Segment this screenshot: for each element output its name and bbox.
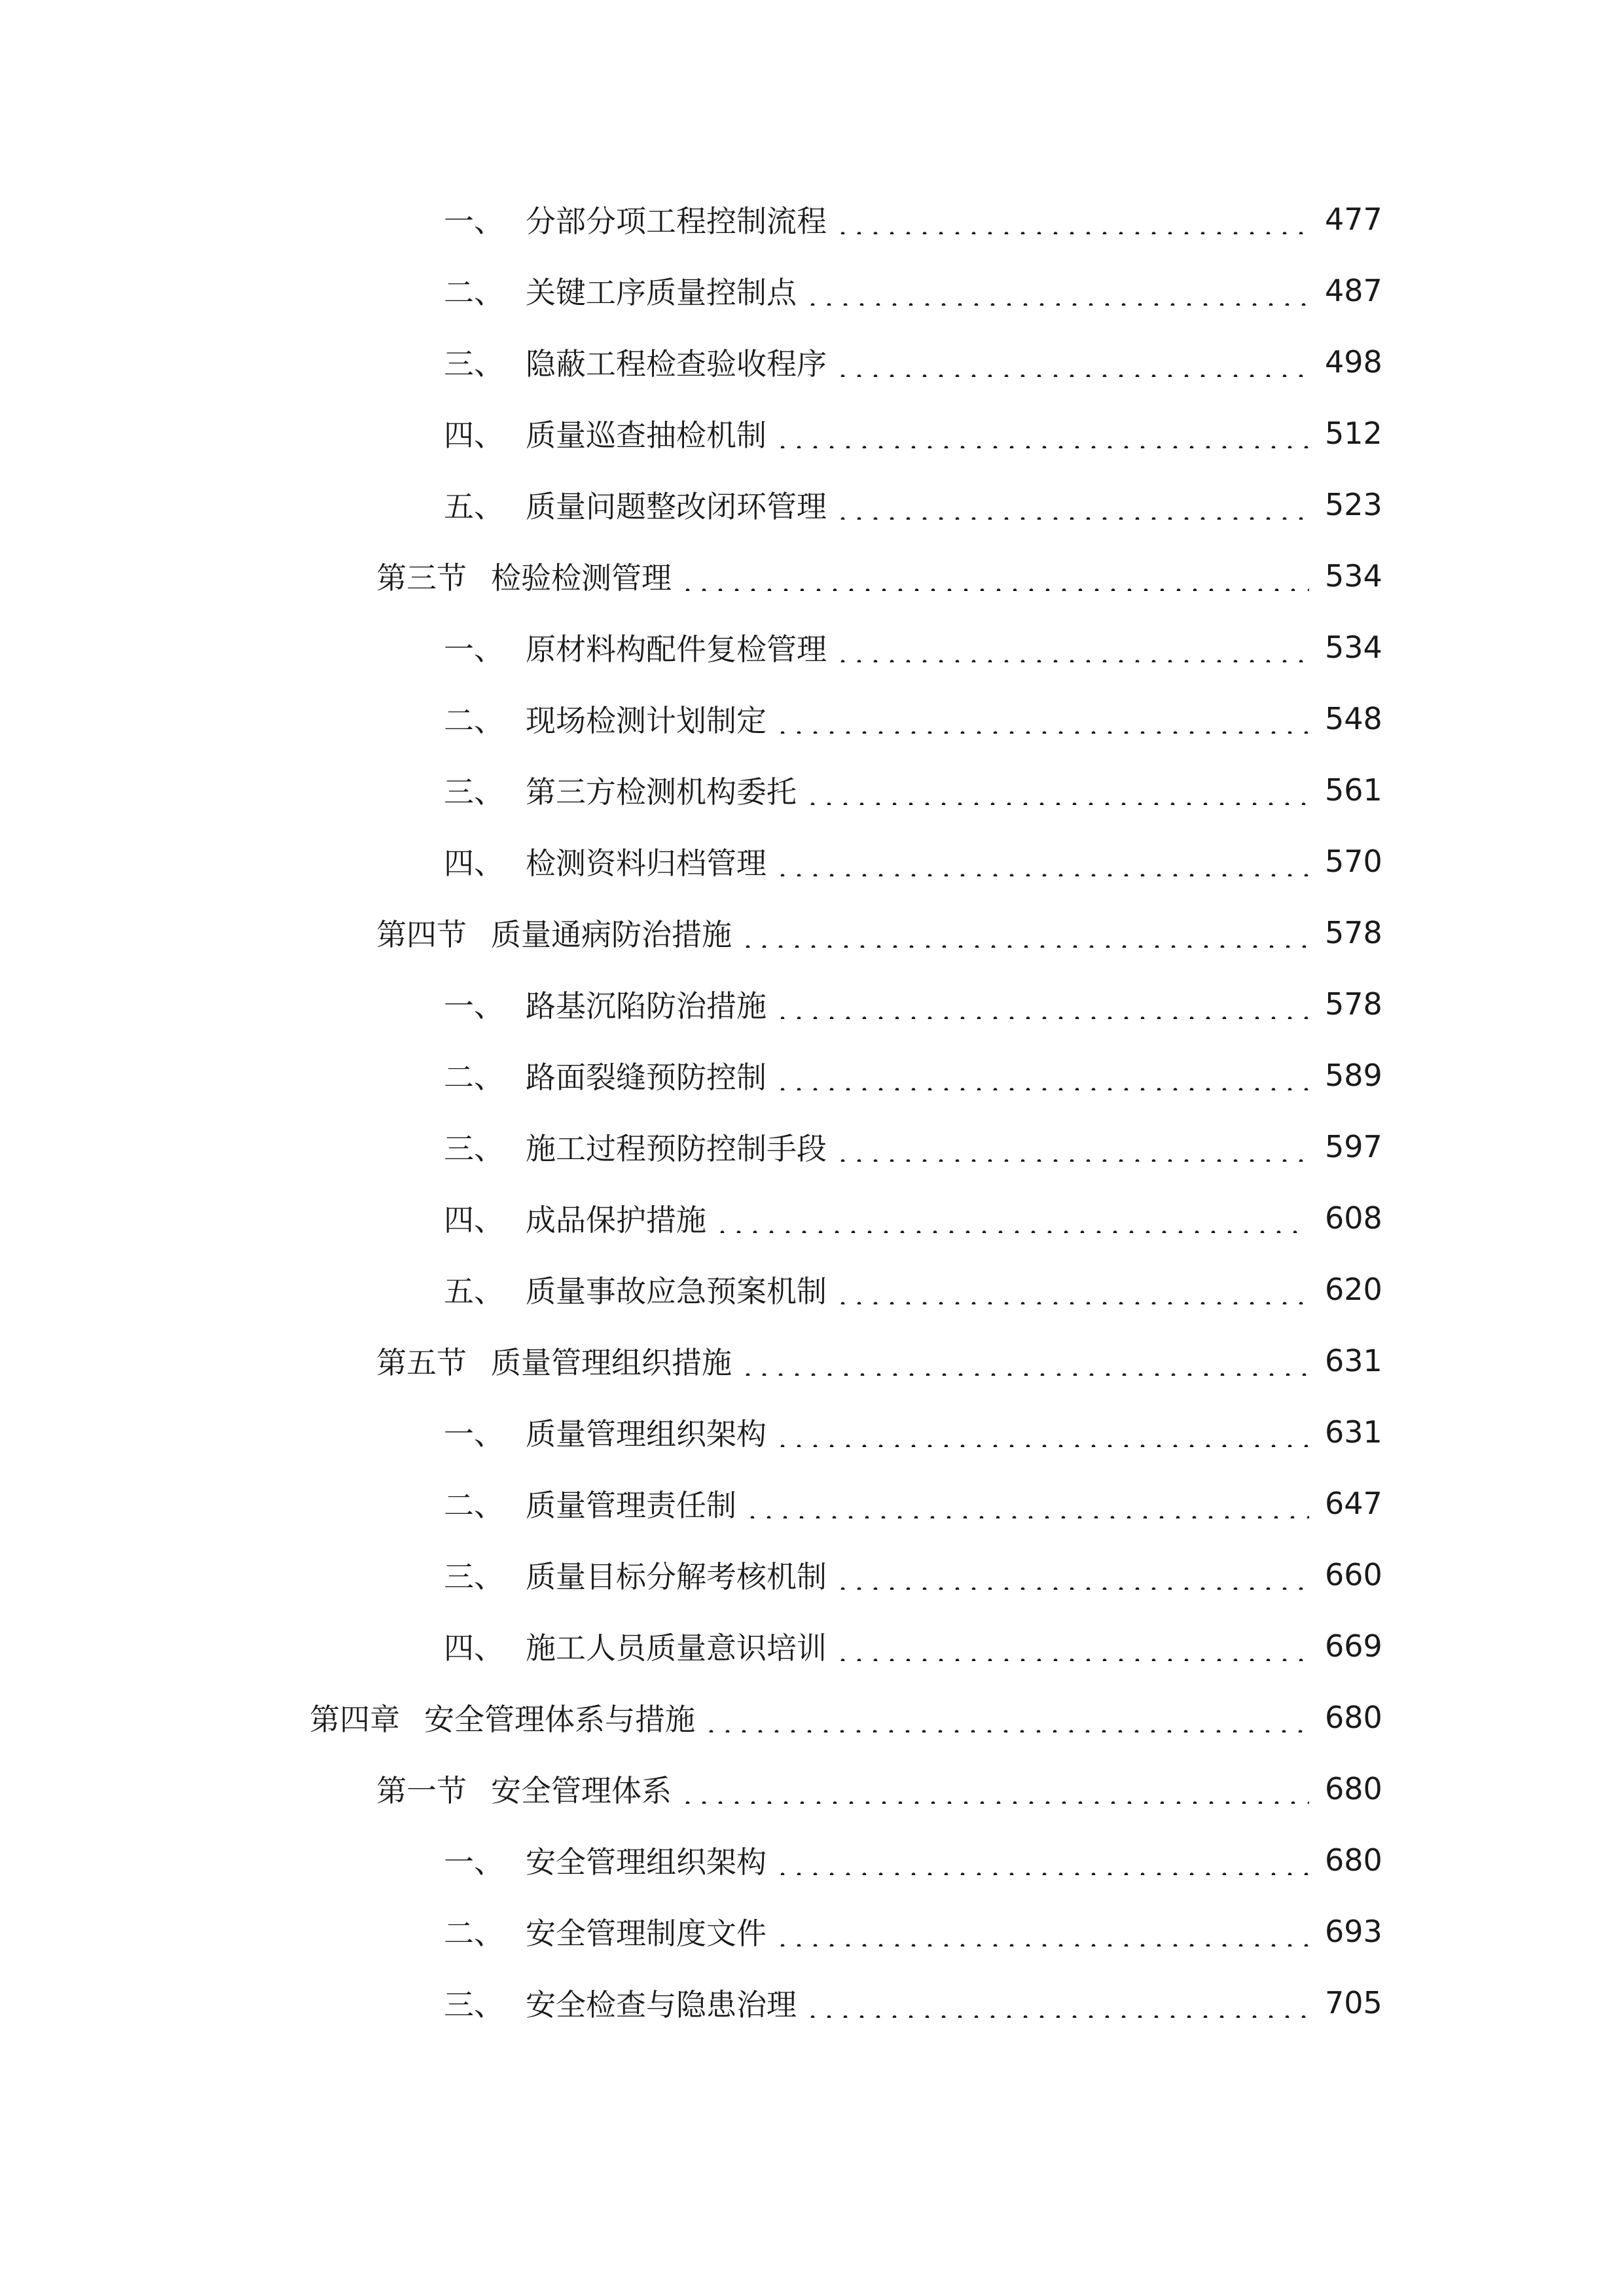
toc-entry-number: 四、 (444, 846, 504, 881)
toc-entry-page: 589 (1325, 1058, 1382, 1093)
toc-entry-number: 二、 (444, 1916, 504, 1951)
toc-entry-title: 安全检查与隐患治理 (526, 1987, 797, 2022)
dot-leader (714, 1203, 1309, 1233)
toc-entry-title: 质量目标分解考核机制 (526, 1559, 827, 1594)
toc-entry[interactable] (444, 1266, 1381, 1312)
toc-entry[interactable] (310, 1695, 1381, 1740)
toc-entry-number: 五、 (444, 1274, 504, 1309)
toc-entry-page: 680 (1325, 1700, 1382, 1735)
toc-entry-number: 第三节 (376, 560, 467, 596)
toc-entry-title: 质量管理组织架构 (526, 1416, 767, 1452)
toc-entry-number: 一、 (444, 1844, 504, 1880)
dot-leader (774, 1417, 1309, 1447)
dot-leader (774, 1916, 1309, 1946)
toc-entry-page: 693 (1325, 1914, 1382, 1949)
toc-entry-title: 检验检测管理 (491, 560, 672, 596)
toc-entry-title: 质量管理组织措施 (491, 1345, 732, 1380)
dot-leader (740, 1346, 1309, 1376)
toc-entry-number: 一、 (444, 632, 504, 667)
toc-entry-title: 安全管理体系与措施 (424, 1702, 695, 1737)
dot-leader (835, 490, 1309, 520)
toc-entry-page: 523 (1325, 487, 1382, 522)
toc-entry-page: 705 (1325, 1985, 1382, 2020)
toc-entry-title: 成品保护措施 (526, 1202, 706, 1238)
toc-entry-number: 四、 (444, 418, 504, 453)
toc-entry-number: 三、 (444, 774, 504, 810)
toc-entry-page: 608 (1325, 1200, 1382, 1236)
toc-entry[interactable] (444, 624, 1381, 670)
toc-entry-title: 原材料构配件复检管理 (526, 632, 827, 667)
toc-entry-title: 施工人员质量意识培训 (526, 1630, 827, 1666)
toc-entry-number: 三、 (444, 1131, 504, 1166)
toc-entry-number: 二、 (444, 703, 504, 738)
toc-entry-number: 三、 (444, 346, 504, 382)
toc-entry[interactable] (444, 1837, 1381, 1883)
toc-entry-page: 631 (1325, 1414, 1382, 1450)
toc-entry[interactable] (376, 1766, 1381, 1812)
toc-entry-title: 路面裂缝预防控制 (526, 1060, 767, 1095)
dot-leader (804, 1988, 1309, 2018)
toc-entry-number: 二、 (444, 1488, 504, 1523)
toc-entry[interactable] (444, 1480, 1381, 1526)
toc-entry[interactable] (444, 482, 1381, 528)
toc-entry[interactable] (444, 1623, 1381, 1669)
toc-entry-title: 路基沉陷防治措施 (526, 988, 767, 1024)
toc-entry-number: 第一节 (376, 1773, 467, 1808)
toc-entry-page: 631 (1325, 1343, 1382, 1378)
toc-entry[interactable] (444, 196, 1381, 242)
toc-entry[interactable] (444, 410, 1381, 456)
toc-entry[interactable] (444, 696, 1381, 742)
dot-leader (679, 1774, 1309, 1804)
toc-entry-title: 质量通病防治措施 (491, 917, 732, 952)
dot-leader (774, 418, 1309, 448)
toc-entry-number: 一、 (444, 988, 504, 1024)
dot-leader (804, 276, 1309, 306)
toc-entry-title: 质量事故应急预案机制 (526, 1274, 827, 1309)
toc-entry-number: 一、 (444, 1416, 504, 1452)
toc-entry[interactable] (444, 1124, 1381, 1170)
toc-entry-title: 分部分项工程控制流程 (526, 204, 827, 239)
toc-entry-page: 620 (1325, 1272, 1382, 1307)
toc-entry-number: 五、 (444, 489, 504, 524)
toc-entry-title: 隐蔽工程检查验收程序 (526, 346, 827, 382)
toc-entry-page: 534 (1325, 630, 1382, 665)
toc-entry[interactable] (444, 838, 1381, 884)
toc-entry-page: 534 (1325, 558, 1382, 594)
dot-leader (740, 918, 1309, 948)
toc-entry-title: 安全管理组织架构 (526, 1844, 767, 1880)
dot-leader (774, 1060, 1309, 1090)
toc-entry-number: 四、 (444, 1630, 504, 1666)
toc-entry-number: 二、 (444, 275, 504, 310)
toc-entry-page: 487 (1325, 273, 1382, 308)
dot-leader (835, 632, 1309, 662)
toc-entry-title: 施工过程预防控制手段 (526, 1131, 827, 1166)
toc-entry-number: 第四章 (310, 1702, 400, 1737)
toc-entry-title: 检测资料归档管理 (526, 846, 767, 881)
toc-entry-page: 578 (1325, 986, 1382, 1022)
toc-entry[interactable] (444, 767, 1381, 813)
toc-entry-title: 现场检测计划制定 (526, 703, 767, 738)
dot-leader (774, 704, 1309, 734)
toc-entry[interactable] (444, 339, 1381, 385)
toc-entry-title: 安全管理制度文件 (526, 1916, 767, 1951)
dot-leader (835, 1274, 1309, 1304)
toc-entry-title: 质量巡查抽检机制 (526, 418, 767, 453)
dot-leader (774, 846, 1309, 876)
toc-entry-number: 二、 (444, 1060, 504, 1095)
toc-entry-page: 561 (1325, 772, 1382, 808)
toc-entry[interactable] (444, 1552, 1381, 1598)
dot-leader (835, 347, 1309, 377)
dot-leader (679, 561, 1309, 591)
toc-entry[interactable] (444, 268, 1381, 314)
dot-leader (774, 989, 1309, 1019)
dot-leader (744, 1488, 1309, 1518)
toc-entry-page: 578 (1325, 915, 1382, 950)
toc-entry-page: 548 (1325, 701, 1382, 736)
toc-entry-page: 597 (1325, 1129, 1382, 1164)
toc-entry-number: 一、 (444, 204, 504, 239)
toc-entry[interactable] (444, 1052, 1381, 1098)
dot-leader (835, 1132, 1309, 1162)
dot-leader (774, 1845, 1309, 1875)
toc-entry[interactable] (376, 910, 1381, 956)
dot-leader (835, 1560, 1309, 1590)
toc-entry-page: 647 (1325, 1486, 1382, 1521)
toc-entry[interactable] (376, 1338, 1381, 1384)
toc-entry-number: 三、 (444, 1987, 504, 2022)
toc-entry-title: 关键工序质量控制点 (526, 275, 797, 310)
toc-entry-page: 477 (1325, 202, 1382, 237)
toc-entry[interactable] (444, 1195, 1381, 1241)
toc-entry-number: 三、 (444, 1559, 504, 1594)
toc-entry-title: 第三方检测机构委托 (526, 774, 797, 810)
dot-leader (835, 1631, 1309, 1661)
toc-entry-page: 512 (1325, 416, 1382, 451)
toc-entry-page: 680 (1325, 1842, 1382, 1878)
toc-entry[interactable] (376, 553, 1381, 599)
dot-leader (703, 1702, 1309, 1732)
toc-entry-title: 质量问题整改闭环管理 (526, 489, 827, 524)
toc-entry-title: 质量管理责任制 (526, 1488, 736, 1523)
toc-entry-page: 660 (1325, 1557, 1382, 1592)
toc-entry[interactable] (444, 1980, 1381, 2026)
toc-entry-page: 498 (1325, 344, 1382, 380)
toc-entry-number: 第四节 (376, 917, 467, 952)
toc-entry-number: 四、 (444, 1202, 504, 1238)
toc-entry[interactable] (444, 1409, 1381, 1455)
dot-leader (835, 204, 1309, 234)
dot-leader (804, 775, 1309, 805)
toc-entry[interactable] (444, 981, 1381, 1027)
toc-entry-page: 669 (1325, 1628, 1382, 1664)
toc-entry-title: 安全管理体系 (491, 1773, 672, 1808)
toc-entry-page: 680 (1325, 1771, 1382, 1806)
toc-entry-number: 第五节 (376, 1345, 467, 1380)
toc-entry[interactable] (444, 1909, 1381, 1954)
toc-entry-page: 570 (1325, 844, 1382, 879)
